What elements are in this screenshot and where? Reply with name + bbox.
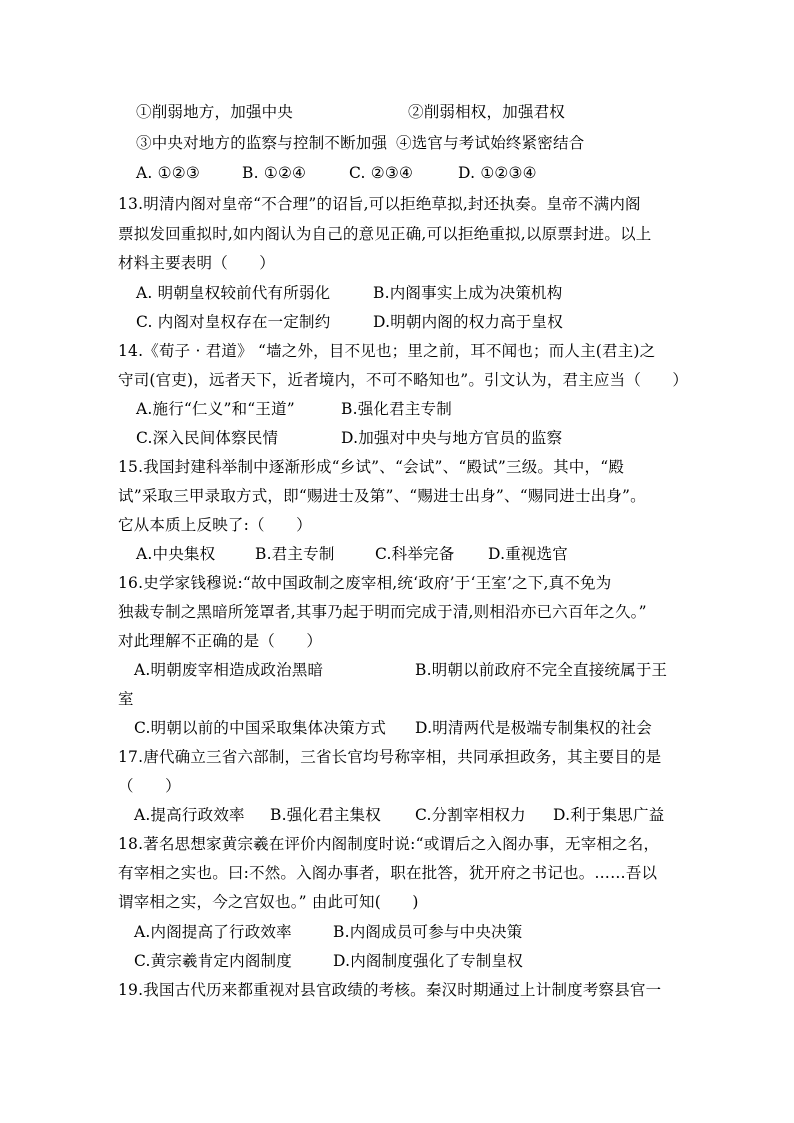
q17-option-b: B.强化君主集权: [270, 806, 381, 824]
q16-stem-line-2: 独裁专制之黑暗所笼罩者,其事乃起于明而完成于清,则相沿亦已六百年之久。”: [118, 603, 647, 621]
q17-option-a: A.提高行政效率: [134, 806, 245, 824]
q13-stem-line-2: 票拟发回重拟时,如内阁认为自己的意见正确,可以拒绝重拟,以原票封进。以上: [118, 225, 652, 243]
q13-option-d: D.明朝内阁的权力高于皇权: [373, 313, 563, 331]
q17-stem-line-1: 17.唐代确立三省六部制，三省长官均号称宰相，共同承担政务，其主要目的是: [118, 748, 662, 766]
q14-stem-line-2: 守司(官吏)，远者天下，近者境内，不可不略知也”。引文认为，君主应当（ ）: [118, 371, 689, 389]
q13-option-b: B.内阁事实上成为决策机构: [373, 284, 563, 302]
q12-statement-2: ②削弱相权，加强君权: [408, 103, 566, 121]
q15-option-b: B.君主专制: [255, 545, 335, 563]
q12-statement-1: ①削弱地方，加强中央: [136, 103, 294, 121]
q12-statement-3: ③中央对地方的监察与控制不断加强: [136, 134, 388, 152]
q12-option-c: C. ②③④: [349, 164, 414, 182]
q16-option-a: A.明朝废宰相造成政治黑暗: [134, 661, 324, 679]
q18-option-b: B.内阁成员可参与中央决策: [333, 923, 523, 941]
q15-option-c: C.科举完备: [375, 545, 455, 563]
q14-option-b: B.强化君主专制: [341, 400, 452, 418]
q18-option-d: D.内阁制度强化了专制皇权: [333, 952, 523, 970]
q18-option-c: C.黄宗羲肯定内阁制度: [134, 952, 292, 970]
q12-option-d: D. ①②③④: [458, 164, 537, 182]
q14-stem-line-1: 14.《荀子 · 君道》 “墙之外，目不见也；里之前，耳不闻也；而人主(君主)之: [118, 342, 656, 360]
q18-stem-line-2: 有宰相之实也。曰:不然。入阁办事者，职在批答，犹开府之书记也。……吾以: [118, 864, 658, 882]
q19-stem-line-1: 19.我国古代历来都重视对县官政绩的考核。秦汉时期通过上计制度考察县官一: [118, 981, 662, 999]
q17-stem-line-2: （ ）: [118, 777, 181, 795]
q14-option-a: A.施行“仁义”和“王道”: [136, 400, 295, 418]
q13-option-c: C. 内阁对皇权存在一定制约: [136, 313, 331, 331]
q18-stem-line-1: 18.著名思想家黄宗羲在评价内阁制度时说:“或谓后之入阁办事，无宰相之名，: [118, 835, 660, 853]
q12-option-a: A. ①②③: [136, 164, 200, 182]
q16-stem-line-1: 16.史学家钱穆说:“故中国政制之废宰相,统‘政府’于‘王室’之下,真不免为: [118, 574, 612, 592]
q16-option-b: B.明朝以前政府不完全直接统属于王: [415, 661, 668, 679]
q14-option-c: C.深入民间体察民情: [136, 429, 279, 447]
q13-option-a: A. 明朝皇权较前代有所弱化: [136, 284, 331, 302]
q18-option-a: A.内阁提高了行政效率: [134, 923, 292, 941]
q16-option-c: C.明朝以前的中国采取集体决策方式: [134, 719, 387, 737]
q17-option-d: D.利于集思广益: [553, 806, 665, 824]
q15-option-d: D.重视选官: [488, 545, 569, 563]
q12-statement-4: ④选官与考试始终紧密结合: [396, 134, 585, 152]
q16-stem-line-3: 对此理解不正确的是（ ）: [118, 632, 323, 650]
q15-option-a: A.中央集权: [136, 545, 216, 563]
q12-option-b: B. ①②④: [242, 164, 307, 182]
q15-stem-line-2: 试”采取三甲录取方式，即“赐进士及第”、“赐进士出身”、“赐同进士出身”。: [118, 487, 646, 505]
q15-stem-line-3: 它从本质上反映了:（ ）: [118, 516, 312, 534]
q14-option-d: D.加强对中央与地方官员的监察: [341, 429, 563, 447]
q16-option-b-wrap: 室: [118, 690, 134, 708]
q13-stem-line-1: 13.明清内阁对皇帝“不合理”的诏旨,可以拒绝草拟,封还执奏。皇帝不满内阁: [118, 195, 641, 213]
q18-stem-line-3: 谓宰相之实，今之宫奴也。” 由此可知( ): [118, 893, 419, 911]
q15-stem-line-1: 15.我国封建科举制中逐渐形成“乡试”、“会试”、“殿试”三级。其中，“殿: [118, 458, 625, 476]
q17-option-c: C.分割宰相权力: [415, 806, 526, 824]
q16-option-d: D.明清两代是极端专制集权的社会: [415, 719, 653, 737]
q13-stem-line-3: 材料主要表明（ ）: [118, 254, 276, 272]
